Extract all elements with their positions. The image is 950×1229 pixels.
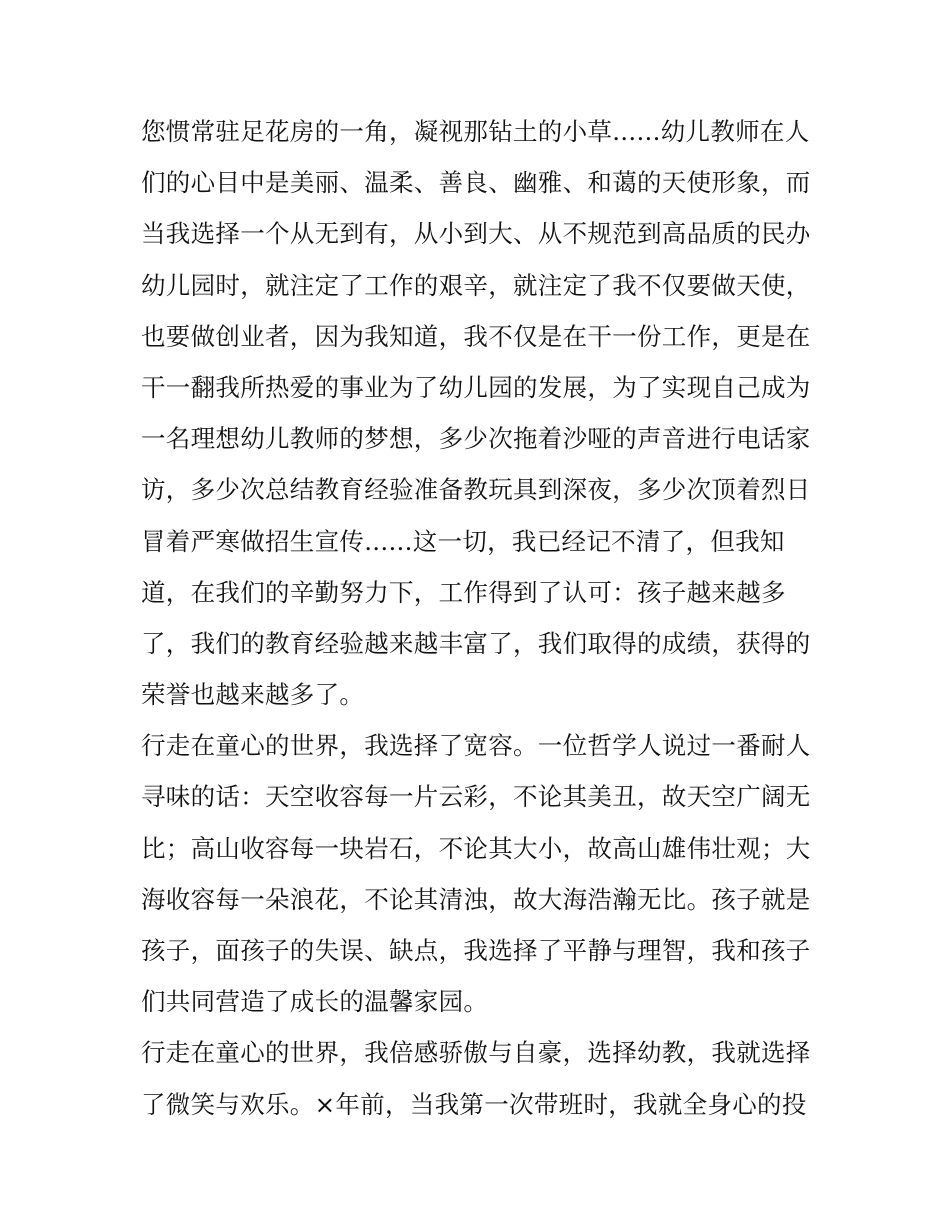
text-line-8: 访，多少次总结教育经验准备教玩具到深夜，多少次顶着烈日 (141, 475, 811, 505)
text-line-16: 海收容每一朵浪花，不论其清浊，故大海浩瀚无比。孩子就是 (141, 884, 811, 914)
text-line-5: 也要做创业者，因为我知道，我不仅是在干一份工作，更是在 (141, 321, 811, 351)
text-line-4: 幼儿园时，就注定了工作的艰辛，就注定了我不仅要做天使， (141, 270, 811, 300)
text-line-14: 寻味的话：天空收容每一片云彩，不论其美丑，故天空广阔无 (141, 782, 811, 812)
text-line-7: 一名理想幼儿教师的梦想，多少次拖着沙哑的声音进行电话家 (141, 424, 811, 454)
text-line-15: 比；高山收容每一块岩石，不论其大小，故高山雄伟壮观；大 (141, 833, 811, 863)
text-line-6: 干一翻我所热爱的事业为了幼儿园的发展，为了实现自己成为 (141, 372, 811, 402)
text-line-3: 当我选择一个从无到有，从小到大、从不规范到高品质的民办 (141, 219, 811, 249)
text-line-10: 道，在我们的辛勤努力下，工作得到了认可：孩子越来越多 (141, 577, 786, 607)
document-body (141, 106, 816, 1130)
text-line-18: 们共同营造了成长的温馨家园。 (141, 987, 489, 1017)
text-line-19: 行走在童心的世界，我倍感骄傲与自豪，选择幼教，我就选择 (141, 1038, 811, 1068)
text-line-17: 孩子，面孩子的失误、缺点，我选择了平静与理智，我和孩子 (141, 936, 811, 965)
text-line-13: 行走在童心的世界，我选择了宽容。一位哲学人说过一番耐人 (141, 731, 811, 761)
text-line-11: 了，我们的教育经验越来越丰富了，我们取得的成绩，获得的 (141, 628, 811, 658)
text-line-1: 您惯常驻足花房的一角，凝视那钻土的小草......幼儿教师在人 (141, 117, 810, 146)
text-line-12: 荣誉也越来越多了。 (141, 680, 365, 710)
text-line-20: 了微笑与欢乐。×年前，当我第一次带班时，我就全身心的投 (141, 1089, 807, 1119)
text-line-2: 们的心目中是美丽、温柔、善良、幽雅、和蔼的天使形象，而 (141, 168, 811, 198)
text-line-9: 冒着严寒做招生宣传......这一切，我已经记不清了，但我知 (141, 526, 785, 556)
